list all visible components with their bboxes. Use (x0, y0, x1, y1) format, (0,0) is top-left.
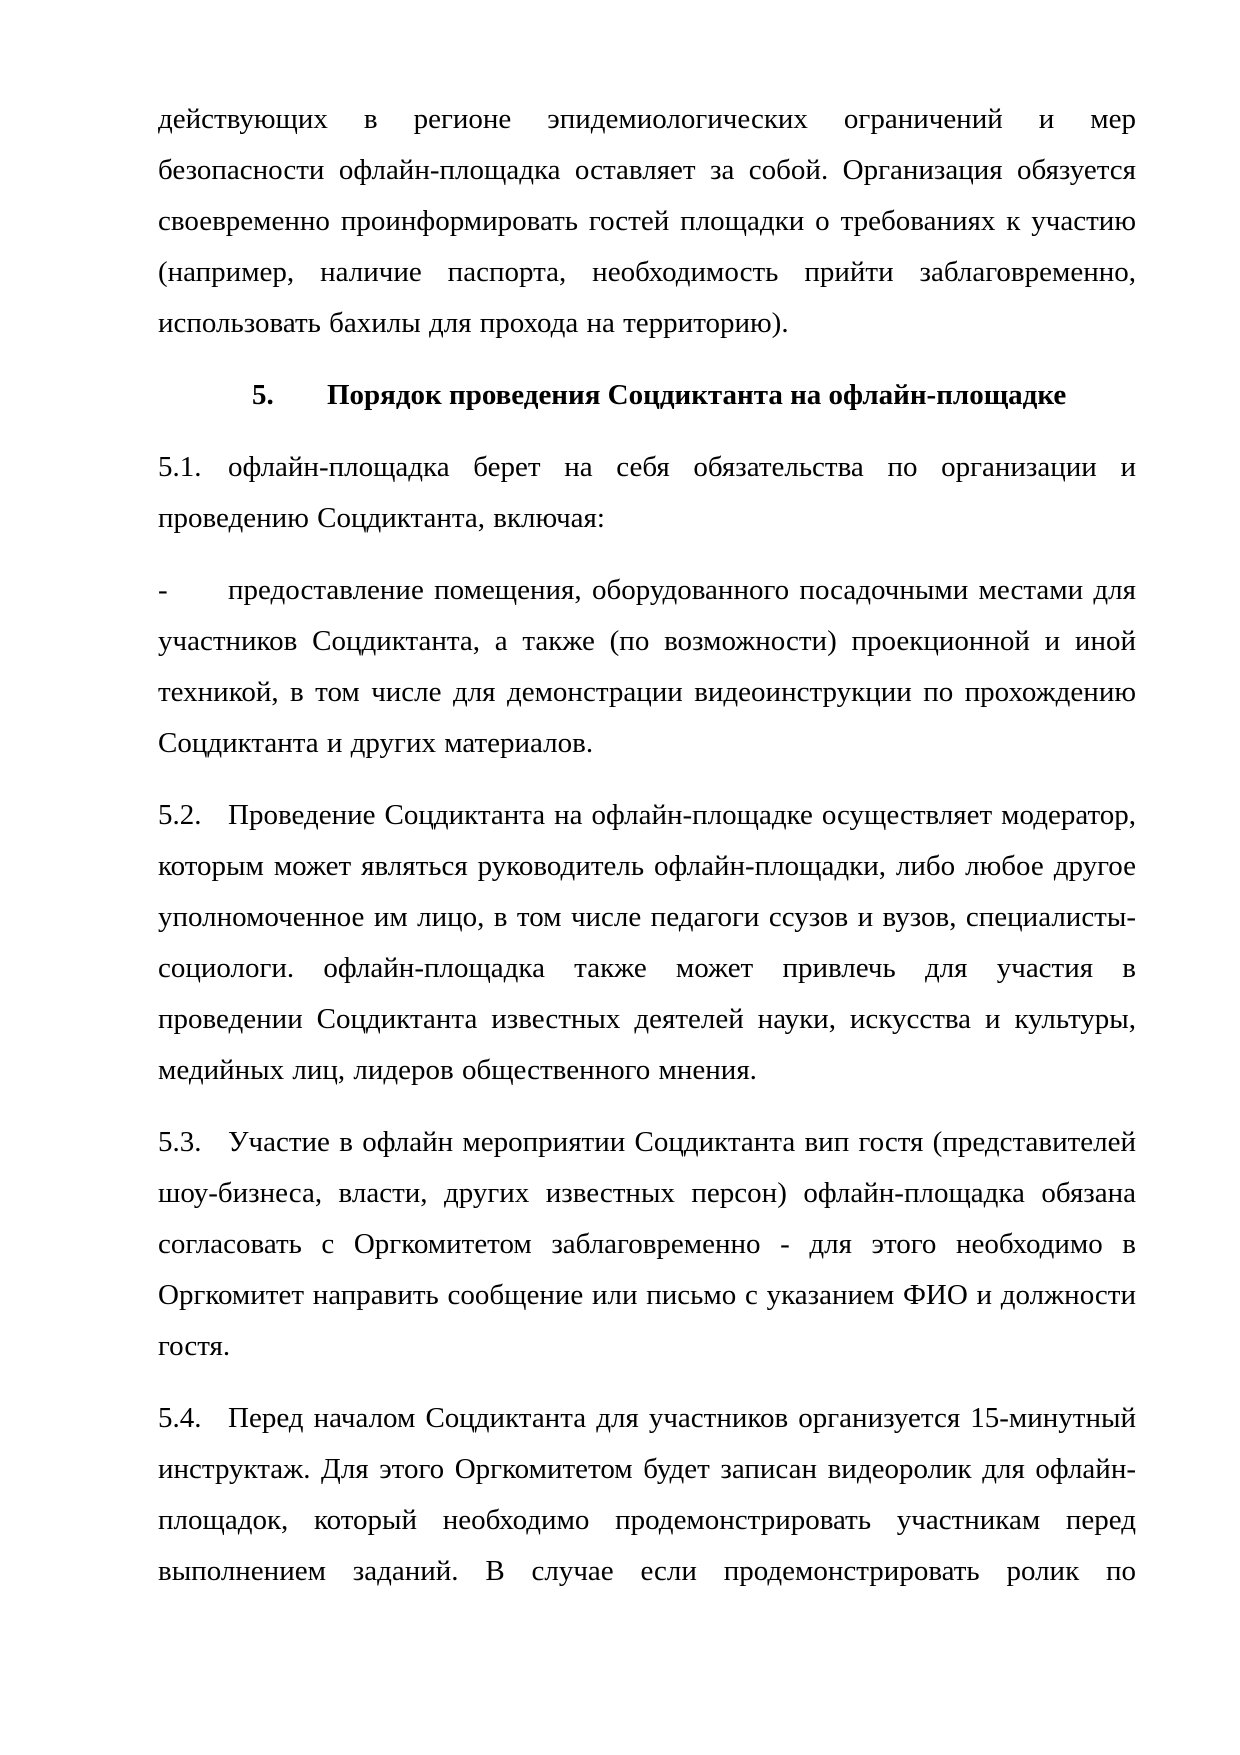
paragraph-5-1 (158, 442, 1136, 544)
paragraph-text: офлайн-площадка берет на себя обязательства по организации и проведению Соцдиктанта, включая: (158, 451, 1136, 534)
paragraph-number: 5.4. (158, 1402, 202, 1434)
paragraph-text: Участие в офлайн мероприятии Соцдиктанта вип гостя (представителей шоу-бизнеса, власти, других известных персон) офлайн-площадка обязана согласовать с Оргкомитетом заблаговременно - для этого необходимо в Оргкомитет направить сообщение или письмо с указанием ФИО и должности гостя. (158, 1126, 1136, 1362)
heading-text: Порядок проведения Соцдиктанта на офлайн-площадке (327, 379, 1067, 411)
paragraph-text: Проведение Соцдиктанта на офлайн-площадке осуществляет модератор, которым может являться руководитель офлайн-площадки, либо любое другое уполномоченное им лицо, в том числе педагоги ссузов и вузов, специалисты-социологи. офлайн-площадка также может привлечь для участия в проведении Соцдиктанта известных деятелей науки, искусства и культуры, медийных лиц, лидеров общественного мнения. (158, 799, 1136, 1086)
paragraph-number: 5.3. (158, 1126, 202, 1158)
paragraph-5-4 (158, 1393, 1136, 1597)
paragraph-text: Перед началом Соцдиктанта для участников организуется 15-минутный инструктаж. Для этого Оргкомитетом будет записан видеоролик для офлайн-площадок, который необходимо продемонстрировать участникам перед выполнением заданий. В случае если продемонстрировать ролик по (158, 1402, 1136, 1587)
section-heading (158, 370, 1136, 421)
paragraph-5-3 (158, 1117, 1136, 1372)
paragraph-number: 5.1. (158, 451, 202, 483)
paragraph-text: предоставление помещения, оборудованного посадочными местами для участников Соцдиктанта, а также (по возможности) проекционной и иной техникой, в том числе для демонстрации видеоинструкции по прохождению Соцдиктанта и других материалов. (158, 574, 1136, 759)
dash-bullet: - (158, 574, 168, 606)
paragraph-text: действующих в регионе эпидемиологических ограничений и мер безопасности офлайн-площадка оставляет за собой. Организация обязуется своевременно проинформировать гостей площадки о требованиях к участию (например, наличие паспорта, необходимость прийти заблаговременно, использовать бахилы для прохода на территорию). (158, 103, 1136, 339)
paragraph-number: 5.2. (158, 799, 202, 831)
paragraph-epidemiology-continuation (158, 94, 1136, 349)
heading-number: 5. (252, 379, 274, 411)
paragraph-5-2 (158, 790, 1136, 1096)
paragraph-dash-item (158, 565, 1136, 769)
